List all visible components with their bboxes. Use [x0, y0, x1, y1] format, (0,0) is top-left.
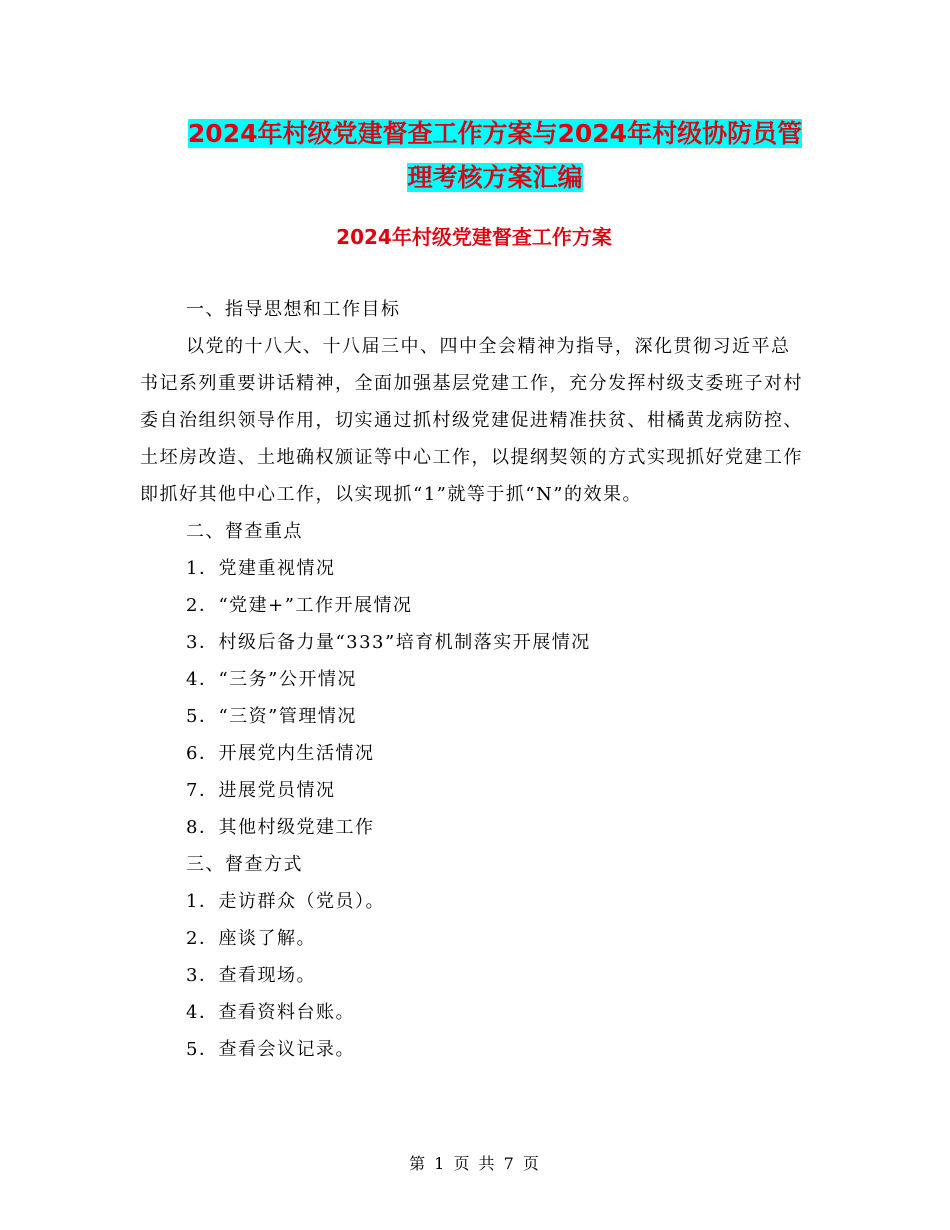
list-item: 2．“党建+”工作开展情况 — [186, 595, 413, 616]
list-item: 8．其他村级党建工作 — [186, 817, 375, 838]
heading-guiding-ideology: 一、指导思想和工作目标 — [186, 299, 401, 320]
list-item: 3．查看现场。 — [186, 965, 316, 986]
title-line-1: 2024年村级党建督查工作方案与2024年村级协防员管 — [187, 119, 803, 148]
list-item: 3．村级后备力量“333”培育机制落实开展情况 — [186, 632, 591, 653]
list-item: 5．查看会议记录。 — [186, 1039, 355, 1060]
section-title: 2024年村级党建督查工作方案 — [336, 225, 612, 249]
heading-inspection-focus: 二、督查重点 — [186, 521, 303, 542]
list-item: 2．座谈了解。 — [186, 928, 316, 949]
title-line-2: 理考核方案汇编 — [407, 163, 583, 192]
list-item: 7．进展党员情况 — [186, 780, 336, 801]
list-item: 4．“三务”公开情况 — [186, 669, 357, 690]
heading-inspection-methods: 三、督查方式 — [186, 854, 303, 875]
paragraph-guiding-text: 以党的十八大、十八届三中、四中全会精神为指导，深化贯彻习近平总书记系列重要讲话精神，全面加强基层党建工作，充分发挥村级支委班子对村委自治组织领导作用，切实通过抓村级党建促进精准扶贫、柑橘黄龙病防控、土坯房改造、土地确权颁证等中心工作，以提纲契领的方式实现抓好党建工作即抓好其他中心工作，以实现抓“1”就等于抓“N”的效果。 — [140, 336, 803, 505]
page-footer: 第 1 页 共 7 页 — [409, 1154, 541, 1173]
list-item: 1．走访群众（党员）。 — [186, 891, 385, 912]
list-item: 5．“三资”管理情况 — [186, 706, 357, 727]
list-item: 1．党建重视情况 — [186, 558, 336, 579]
list-item: 6．开展党内生活情况 — [186, 743, 375, 764]
document-body — [140, 291, 808, 1068]
list-item: 4．查看资料台账。 — [186, 1002, 355, 1023]
document-title — [140, 112, 850, 200]
